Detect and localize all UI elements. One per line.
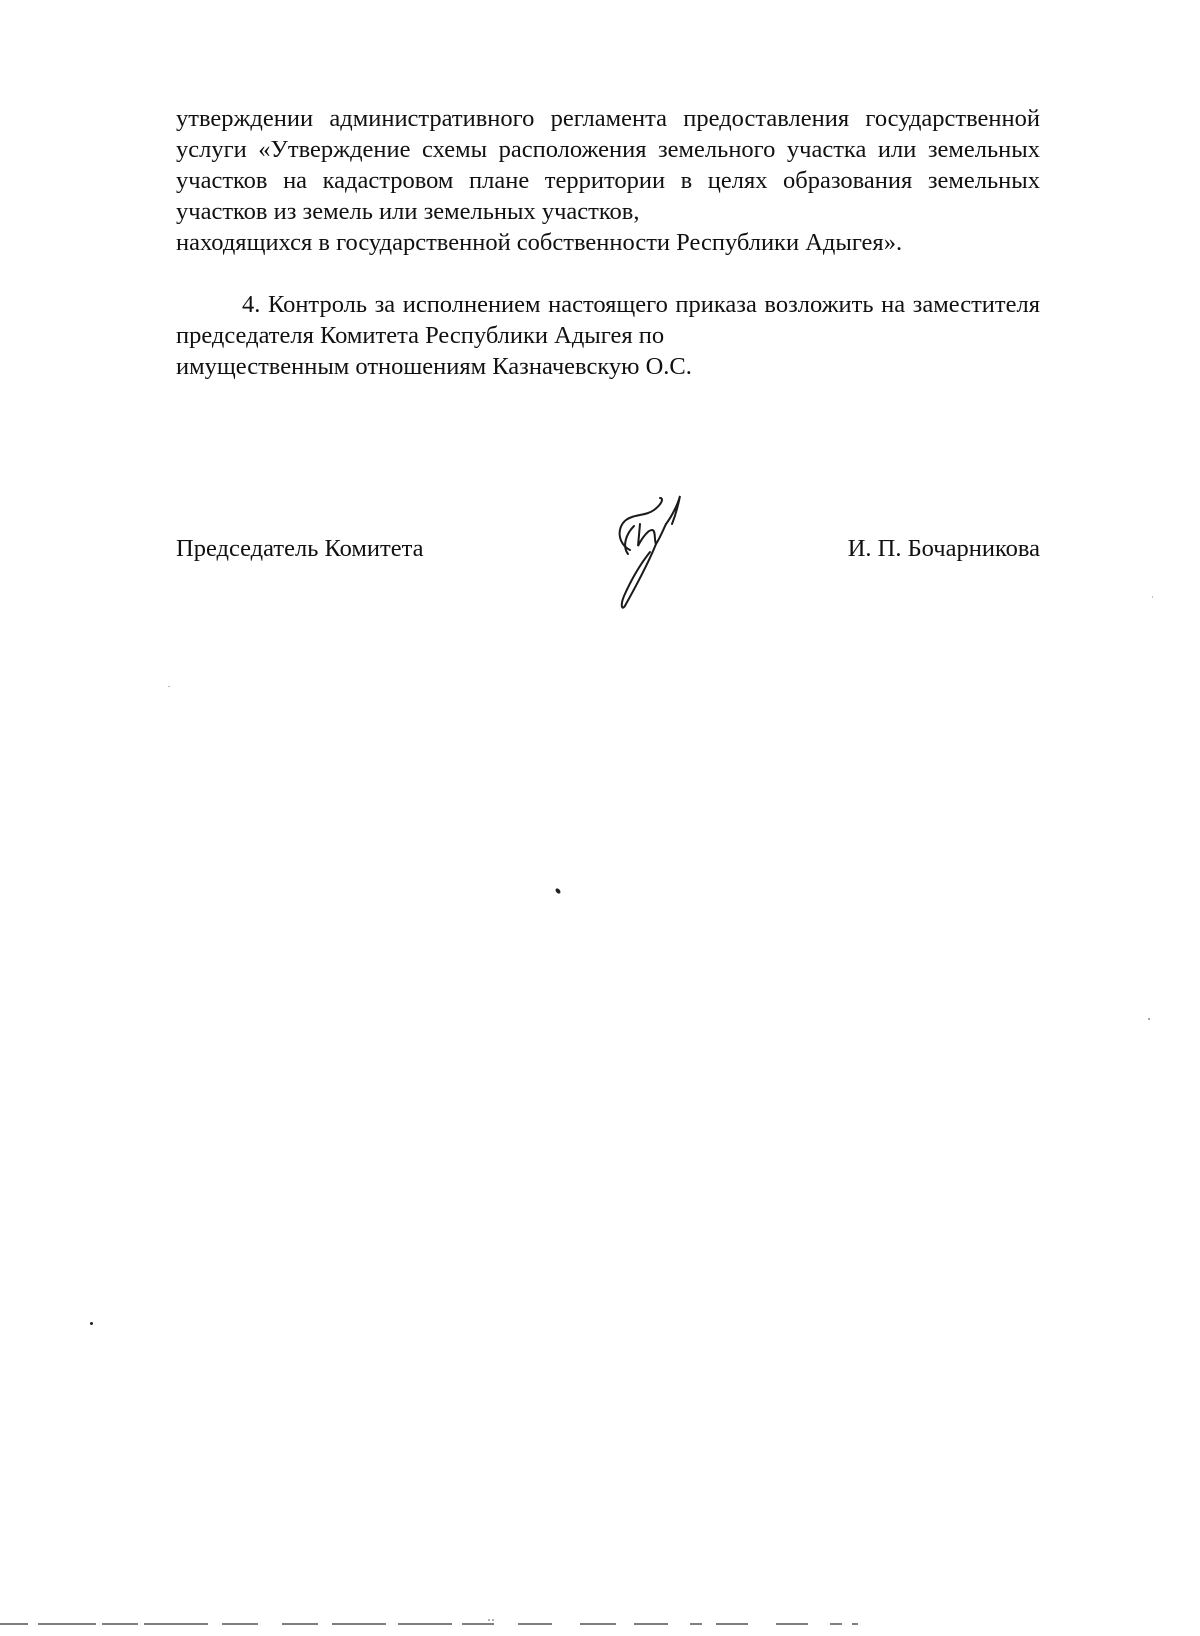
scan-speck	[1148, 1018, 1150, 1020]
signature-block	[176, 533, 1040, 573]
handwritten-signature	[612, 494, 702, 614]
scan-speck	[168, 686, 170, 687]
paragraph-control-clause	[176, 289, 1040, 382]
paragraph-last-line: имущественным отношениям Казначевскую О.С.	[176, 353, 692, 380]
scan-speck	[1152, 596, 1153, 598]
paragraph-last-line: находящихся в государственной собственности Республики Адыгея».	[176, 229, 903, 256]
paragraph-approval-regulation	[176, 103, 1040, 258]
scan-speck	[90, 1322, 93, 1325]
paragraph-text: 4. Контроль за исполнением настоящего приказа возложить на заместителя председателя Комитета Республики Адыгея по	[176, 291, 1040, 349]
signatory-position: Председатель Комитета	[176, 535, 424, 562]
paragraph-text: утверждении административного регламента предоставления государственной услуги «Утверждение схемы расположения земельного участка или земельных участков на кадастровом плане территории в целях образования земельных участков из земель или земельных участков,	[176, 105, 1040, 225]
scan-artifact-line	[0, 1619, 1200, 1627]
signatory-name: И. П. Бочарникова	[847, 535, 1040, 562]
scan-speck	[555, 887, 562, 894]
